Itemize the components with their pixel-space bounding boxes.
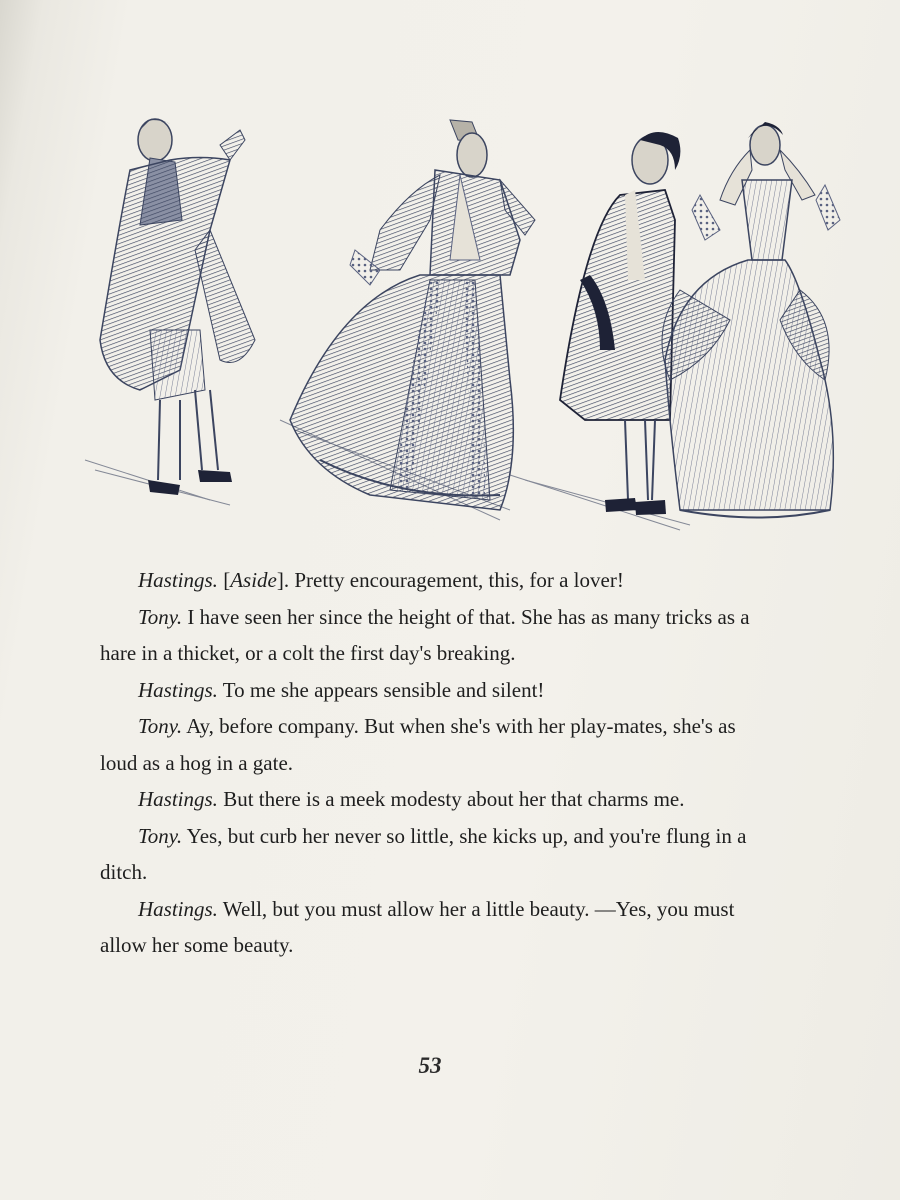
- young-man-dark-coat-figure: [560, 132, 680, 515]
- speaker-name: Tony.: [138, 604, 183, 629]
- speaker-name: Tony.: [138, 714, 183, 738]
- engraving-illustration: [80, 100, 850, 540]
- old-woman-figure: [290, 120, 535, 510]
- dialogue-paragraph: [100, 781, 750, 818]
- gentleman-left-figure: [100, 119, 255, 495]
- dialogue-line: But there is a meek modesty about her that charms me.: [217, 787, 685, 811]
- dialogue-line: Ay, before company. But when she's with her play-mates, she's as loud as a hog in a gate.: [100, 714, 736, 775]
- speaker-name: Hastings.: [138, 787, 218, 811]
- dialogue-line: Pretty encouragement, this, for a lover!: [294, 568, 624, 592]
- young-woman-figure: [662, 122, 840, 518]
- bracket-close: ].: [276, 568, 295, 592]
- dialogue-line: I have seen her since the height of that. She has as many tricks as a hare in a thicket, or a colt the first day's breaking.: [100, 604, 750, 665]
- speaker-name: Hastings.: [138, 568, 218, 592]
- dialogue-paragraph: [100, 891, 750, 964]
- page-number: 53: [418, 1053, 442, 1078]
- stage-direction: Aside: [230, 568, 277, 592]
- bracket-open: [: [217, 568, 231, 592]
- dialogue-line: Yes, but curb her never so little, she kicks up, and you're flung in a ditch.: [100, 823, 747, 884]
- speaker-name: Tony.: [138, 823, 183, 848]
- dialogue-paragraph: [100, 818, 750, 891]
- four-figures-engraving: [80, 100, 850, 540]
- dialogue-line: To me she appears sensible and silent!: [217, 677, 545, 702]
- dialogue-paragraph: [100, 708, 750, 781]
- dialogue-text: [100, 562, 750, 964]
- dialogue-paragraph: [100, 672, 750, 709]
- speaker-name: Hastings.: [138, 677, 218, 702]
- dialogue-line: Well, but you must allow her a little beauty. —Yes, you must allow her some beauty.: [100, 896, 735, 957]
- speaker-name: Hastings.: [138, 896, 218, 921]
- dialogue-paragraph: [100, 562, 750, 599]
- dialogue-paragraph: [100, 599, 750, 672]
